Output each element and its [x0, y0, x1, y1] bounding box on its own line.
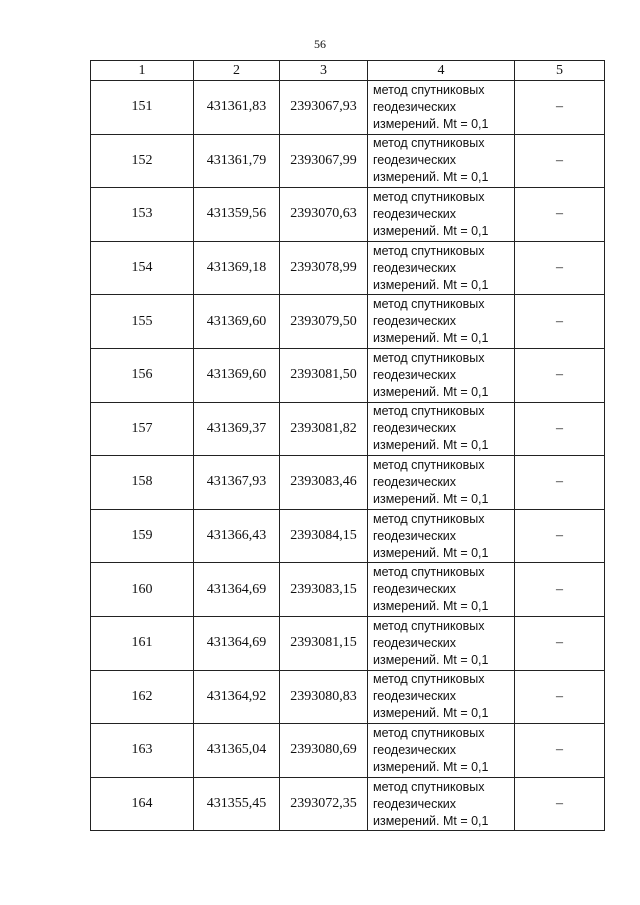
method-cell [368, 295, 515, 349]
x-coordinate-cell: 431364,92 [194, 670, 280, 724]
x-coordinate-cell: 431364,69 [194, 616, 280, 670]
y-coordinate-cell: 2393080,69 [280, 724, 368, 778]
page-number: 56 [314, 37, 326, 51]
column-header-2: 2 [194, 61, 280, 81]
description-cell: – [515, 241, 605, 295]
point-number-cell: 161 [91, 616, 194, 670]
x-coordinate-cell: 431364,69 [194, 563, 280, 617]
method-line: метод спутниковых [373, 565, 485, 580]
description-cell: – [515, 81, 605, 135]
method-cell [368, 348, 515, 402]
method-line: метод спутниковых [373, 457, 485, 472]
table-row [91, 563, 605, 617]
method-line: геодезических [373, 582, 457, 597]
method-line: метод спутниковых [373, 297, 485, 312]
method-cell [368, 777, 515, 831]
table-body [91, 81, 605, 831]
description-cell: – [515, 188, 605, 242]
method-cell [368, 456, 515, 510]
method-line: измерений. Mt = 0,1 [373, 491, 489, 506]
description-cell: – [515, 456, 605, 510]
y-coordinate-cell: 2393070,63 [280, 188, 368, 242]
method-line: измерений. Mt = 0,1 [373, 223, 489, 238]
column-header-3: 3 [280, 61, 368, 81]
method-line: измерений. Mt = 0,1 [373, 331, 489, 346]
y-coordinate-cell: 2393084,15 [280, 509, 368, 563]
method-cell [368, 616, 515, 670]
x-coordinate-cell: 431361,79 [194, 134, 280, 188]
method-cell [368, 402, 515, 456]
method-line: измерений. Mt = 0,1 [373, 599, 489, 614]
table-header-row [91, 61, 605, 81]
method-line: измерений. Mt = 0,1 [373, 759, 489, 774]
description-cell: – [515, 563, 605, 617]
method-line: геодезических [373, 153, 457, 168]
description-cell: – [515, 402, 605, 456]
x-coordinate-cell: 431355,45 [194, 777, 280, 831]
method-cell [368, 188, 515, 242]
column-header-4: 4 [368, 61, 515, 81]
table-row [91, 134, 605, 188]
point-number-cell: 160 [91, 563, 194, 617]
column-header-5: 5 [515, 61, 605, 81]
table-row [91, 724, 605, 778]
method-line: метод спутниковых [373, 618, 485, 633]
y-coordinate-cell: 2393080,83 [280, 670, 368, 724]
method-line: измерений. Mt = 0,1 [373, 277, 489, 292]
point-number-cell: 157 [91, 402, 194, 456]
table-row [91, 777, 605, 831]
table-row [91, 295, 605, 349]
description-cell: – [515, 616, 605, 670]
point-number-cell: 156 [91, 348, 194, 402]
point-number-cell: 163 [91, 724, 194, 778]
method-cell [368, 670, 515, 724]
y-coordinate-cell: 2393079,50 [280, 295, 368, 349]
description-cell: – [515, 348, 605, 402]
method-line: геодезических [373, 206, 457, 221]
method-line: геодезических [373, 796, 457, 811]
point-number-cell: 159 [91, 509, 194, 563]
method-line: метод спутниковых [373, 243, 485, 258]
method-line: метод спутниковых [373, 136, 485, 151]
method-line: геодезических [373, 260, 457, 275]
y-coordinate-cell: 2393081,15 [280, 616, 368, 670]
description-cell: – [515, 670, 605, 724]
method-line: геодезических [373, 689, 457, 704]
y-coordinate-cell: 2393081,50 [280, 348, 368, 402]
description-cell: – [515, 134, 605, 188]
method-line: геодезических [373, 742, 457, 757]
method-line: измерений. Mt = 0,1 [373, 652, 489, 667]
method-cell [368, 241, 515, 295]
point-number-cell: 155 [91, 295, 194, 349]
column-header-1: 1 [91, 61, 194, 81]
method-cell [368, 563, 515, 617]
table-row [91, 509, 605, 563]
point-number-cell: 158 [91, 456, 194, 510]
method-cell [368, 724, 515, 778]
y-coordinate-cell: 2393067,99 [280, 134, 368, 188]
y-coordinate-cell: 2393078,99 [280, 241, 368, 295]
method-cell [368, 134, 515, 188]
method-line: измерений. Mt = 0,1 [373, 384, 489, 399]
x-coordinate-cell: 431369,60 [194, 295, 280, 349]
x-coordinate-cell: 431367,93 [194, 456, 280, 510]
table-row [91, 348, 605, 402]
method-line: измерений. Mt = 0,1 [373, 438, 489, 453]
method-line: метод спутниковых [373, 404, 485, 419]
x-coordinate-cell: 431361,83 [194, 81, 280, 135]
table-row [91, 81, 605, 135]
method-line: измерений. Mt = 0,1 [373, 813, 489, 828]
method-line: измерений. Mt = 0,1 [373, 706, 489, 721]
method-line: метод спутниковых [373, 779, 485, 794]
description-cell: – [515, 295, 605, 349]
x-coordinate-cell: 431365,04 [194, 724, 280, 778]
y-coordinate-cell: 2393067,93 [280, 81, 368, 135]
method-line: измерений. Mt = 0,1 [373, 545, 489, 560]
table-row [91, 616, 605, 670]
x-coordinate-cell: 431369,60 [194, 348, 280, 402]
method-cell [368, 81, 515, 135]
point-number-cell: 164 [91, 777, 194, 831]
table-row [91, 241, 605, 295]
y-coordinate-cell: 2393083,15 [280, 563, 368, 617]
method-line: геодезических [373, 474, 457, 489]
method-cell [368, 509, 515, 563]
method-line: геодезических [373, 99, 457, 114]
table-row [91, 456, 605, 510]
method-line: геодезических [373, 421, 457, 436]
point-number-cell: 153 [91, 188, 194, 242]
method-line: метод спутниковых [373, 350, 485, 365]
method-line: геодезических [373, 314, 457, 329]
method-line: метод спутниковых [373, 189, 485, 204]
x-coordinate-cell: 431369,37 [194, 402, 280, 456]
coordinates-table [90, 60, 605, 831]
y-coordinate-cell: 2393081,82 [280, 402, 368, 456]
point-number-cell: 151 [91, 81, 194, 135]
x-coordinate-cell: 431366,43 [194, 509, 280, 563]
point-number-cell: 162 [91, 670, 194, 724]
table-row [91, 670, 605, 724]
method-line: геодезических [373, 635, 457, 650]
method-line: метод спутниковых [373, 672, 485, 687]
y-coordinate-cell: 2393072,35 [280, 777, 368, 831]
description-cell: – [515, 724, 605, 778]
description-cell: – [515, 509, 605, 563]
method-line: метод спутниковых [373, 725, 485, 740]
x-coordinate-cell: 431359,56 [194, 188, 280, 242]
method-line: измерений. Mt = 0,1 [373, 116, 489, 131]
table-row [91, 402, 605, 456]
method-line: метод спутниковых [373, 82, 485, 97]
method-line: геодезических [373, 528, 457, 543]
x-coordinate-cell: 431369,18 [194, 241, 280, 295]
point-number-cell: 152 [91, 134, 194, 188]
method-line: метод спутниковых [373, 511, 485, 526]
table-row [91, 188, 605, 242]
method-line: измерений. Mt = 0,1 [373, 170, 489, 185]
description-cell: – [515, 777, 605, 831]
y-coordinate-cell: 2393083,46 [280, 456, 368, 510]
point-number-cell: 154 [91, 241, 194, 295]
method-line: геодезических [373, 367, 457, 382]
